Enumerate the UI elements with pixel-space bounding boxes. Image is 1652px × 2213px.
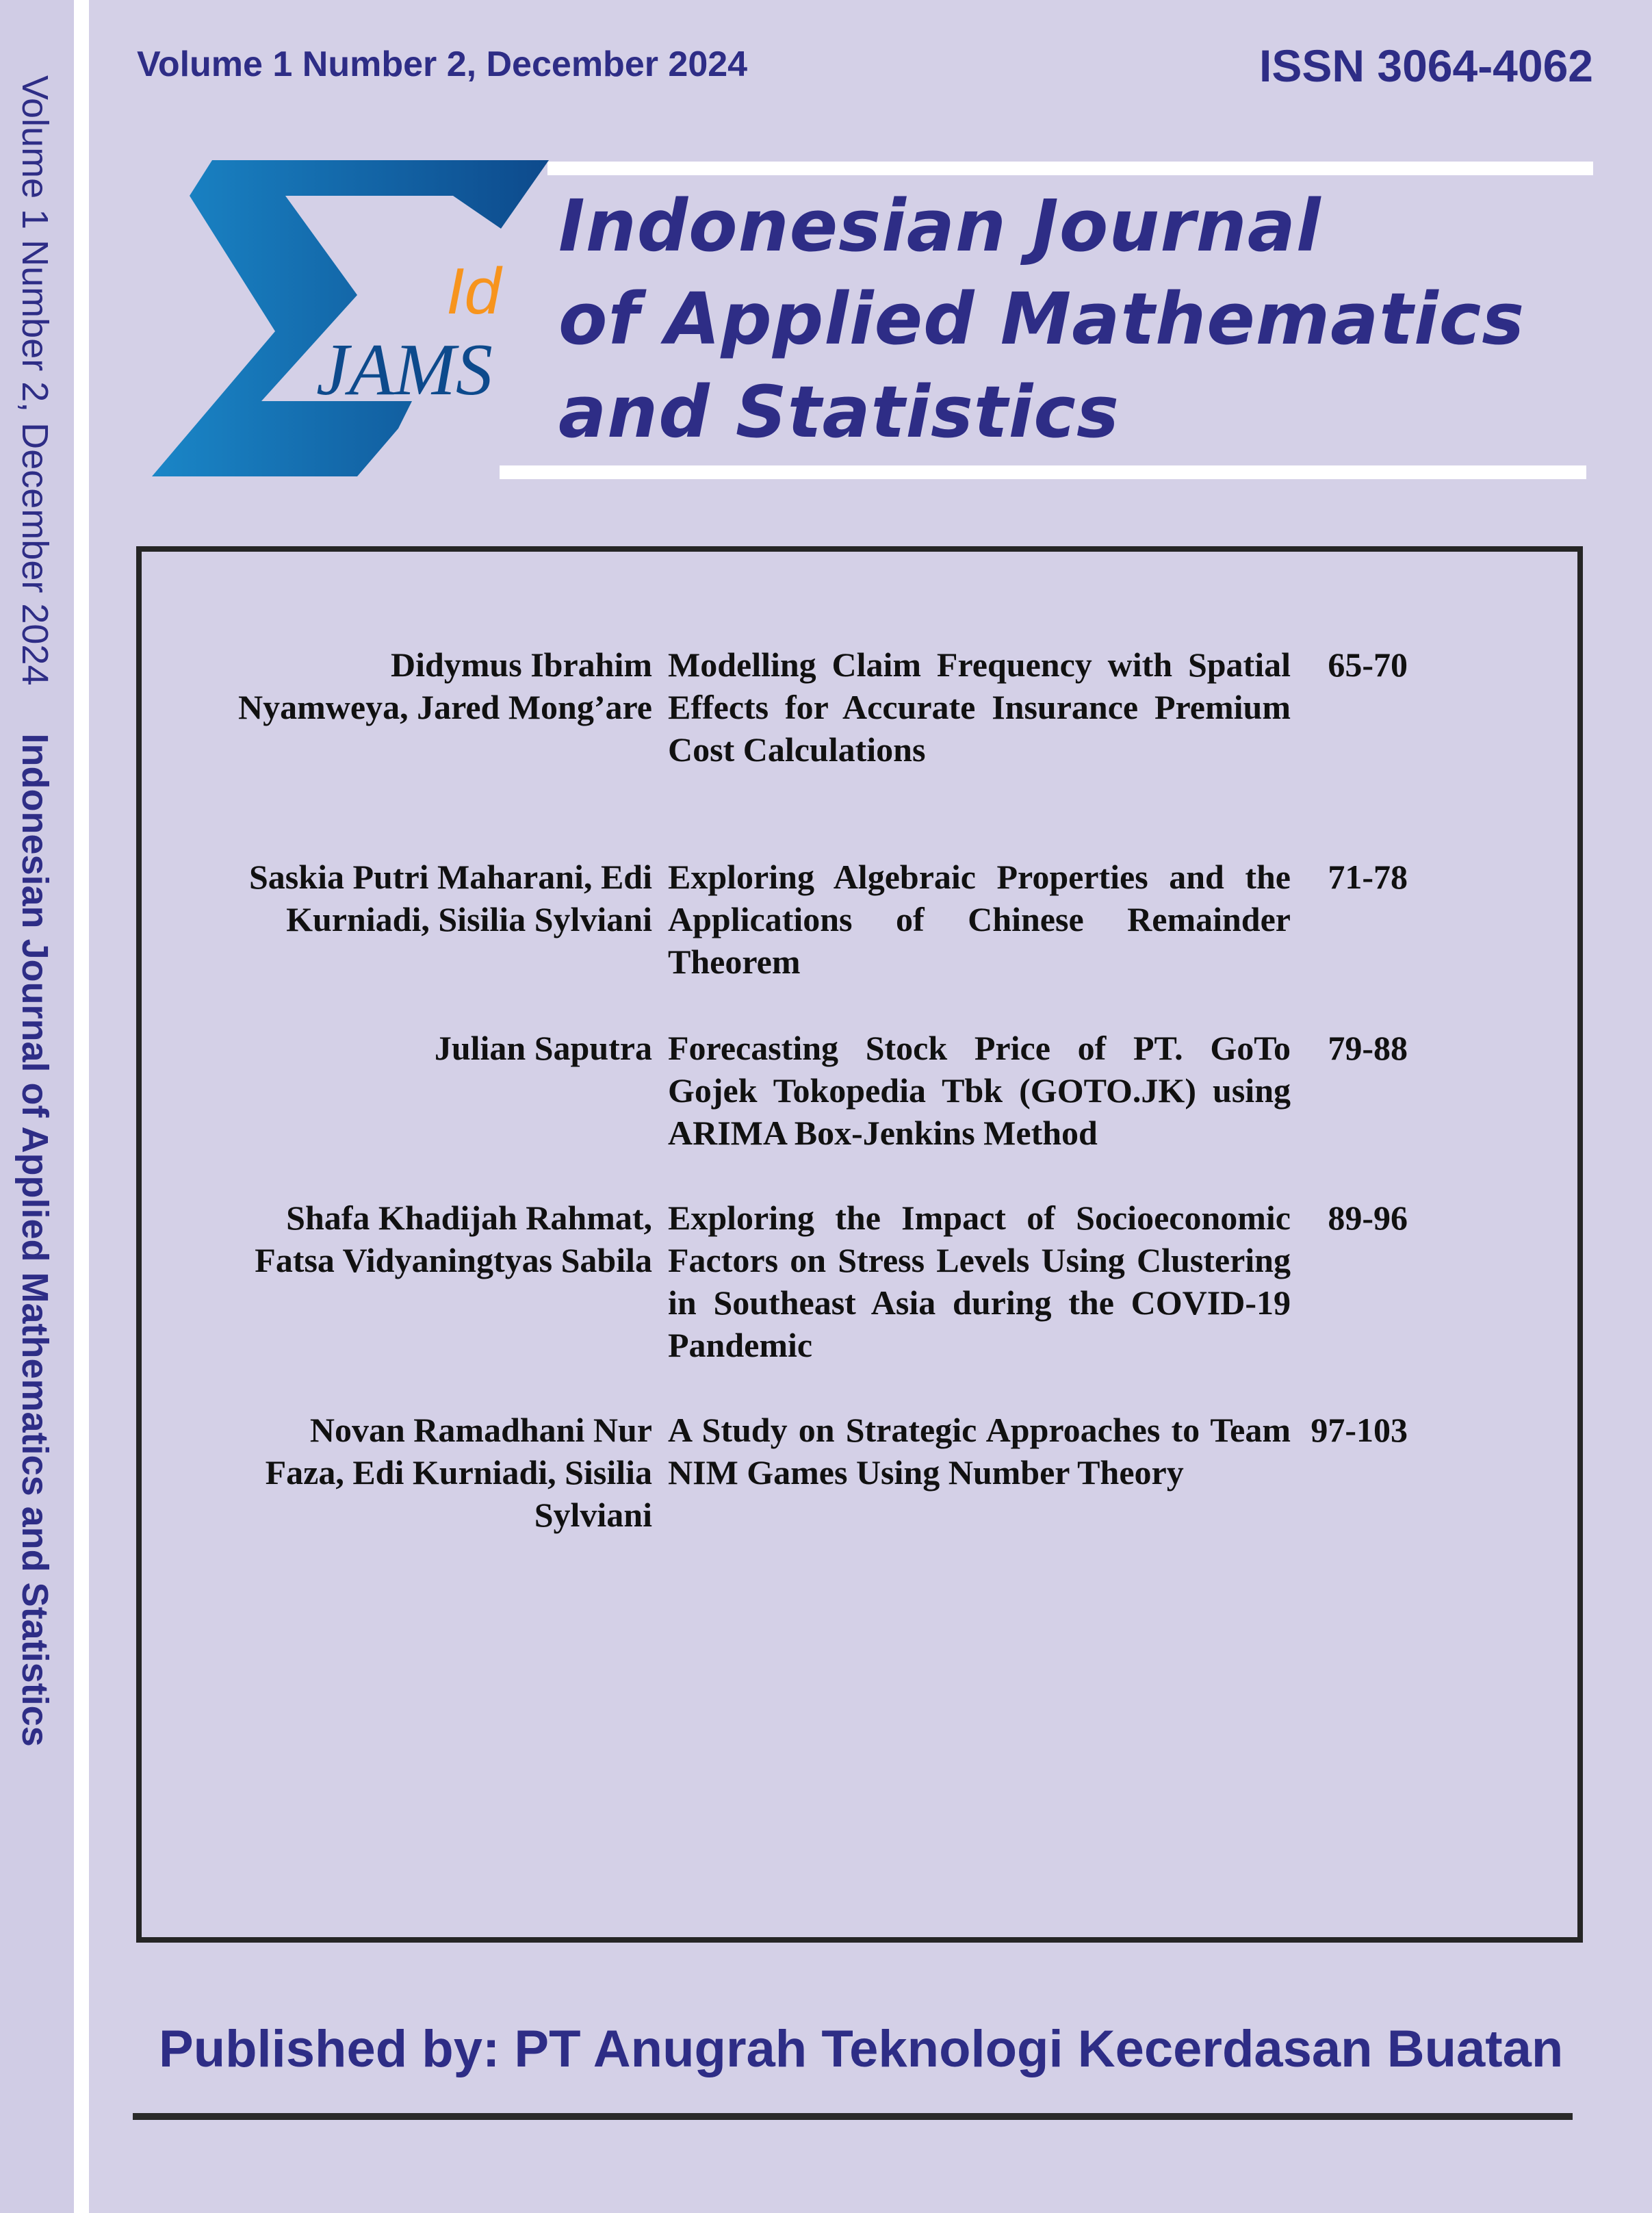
- journal-title-line-3: and Statistics: [558, 370, 1120, 454]
- journal-title-line-1: Indonesian Journal: [558, 184, 1321, 268]
- bottom-rule: [133, 2113, 1573, 2120]
- spine-journal-name: Indonesian Journal of Applied Mathematics and Statistics: [14, 733, 55, 1747]
- svg-text:JAMS: JAMS: [316, 329, 493, 411]
- volume-issue-line: Volume 1 Number 2, December 2024: [137, 44, 748, 84]
- article-pages: 79-88: [1328, 1029, 1408, 1067]
- article-authors: Saskia Putri Maharani, Edi Kurniadi, Sisilia Sylviani: [249, 858, 652, 938]
- article-pages: 89-96: [1328, 1199, 1408, 1237]
- publisher-line: Published by: PT Anugrah Teknologi Kecerdasan Buatan: [159, 2020, 1564, 2078]
- article-title[interactable]: A Study on Strategic Approaches to Team NIM Games Using Number Theory: [668, 1411, 1291, 1492]
- article-pages: 65-70: [1328, 645, 1408, 684]
- journal-logo: [152, 155, 549, 483]
- sigma-logo-icon: [152, 155, 549, 483]
- article-title[interactable]: Exploring Algebraic Properties and the Applications of Chinese Remainder Theorem: [668, 858, 1291, 981]
- article-title[interactable]: Exploring the Impact of Socioeconomic Factors on Stress Levels Using Clustering in Southeast Asia during the COVID-19 Pandemic: [668, 1199, 1291, 1364]
- journal-title-line-2: of Applied Mathematics: [558, 277, 1525, 361]
- article-pages: 97-103: [1311, 1411, 1408, 1449]
- table-of-contents: [136, 546, 1583, 1943]
- title-bottom-rule: [500, 465, 1586, 479]
- article-authors: Julian Saputra: [434, 1029, 652, 1067]
- title-top-rule: [547, 162, 1593, 175]
- spine-divider: [74, 0, 89, 2213]
- svg-text:Id: Id: [446, 255, 502, 328]
- journal-title: [558, 179, 1525, 459]
- issn-number: ISSN 3064-4062: [1259, 40, 1593, 91]
- article-pages: 71-78: [1328, 858, 1408, 896]
- spine-volume: Volume 1 Number 2, December 2024: [14, 75, 55, 686]
- article-title[interactable]: Modelling Claim Frequency with Spatial Effects for Accurate Insurance Premium Cost Calculations: [668, 645, 1291, 769]
- article-authors: Novan Ramadhani Nur Faza, Edi Kurniadi, Sisilia Sylviani: [265, 1411, 652, 1534]
- spine-text: [4, 75, 59, 2129]
- article-authors: Shafa Khadijah Rahmat, Fatsa Vidyaningtyas Sabila: [255, 1199, 652, 1279]
- article-title[interactable]: Forecasting Stock Price of PT. GoTo Gojek Tokopedia Tbk (GOTO.JK) using ARIMA Box-Jenkins Method: [668, 1029, 1291, 1152]
- article-authors: Didymus Ibrahim Nyamweya, Jared Mong’are: [238, 645, 652, 726]
